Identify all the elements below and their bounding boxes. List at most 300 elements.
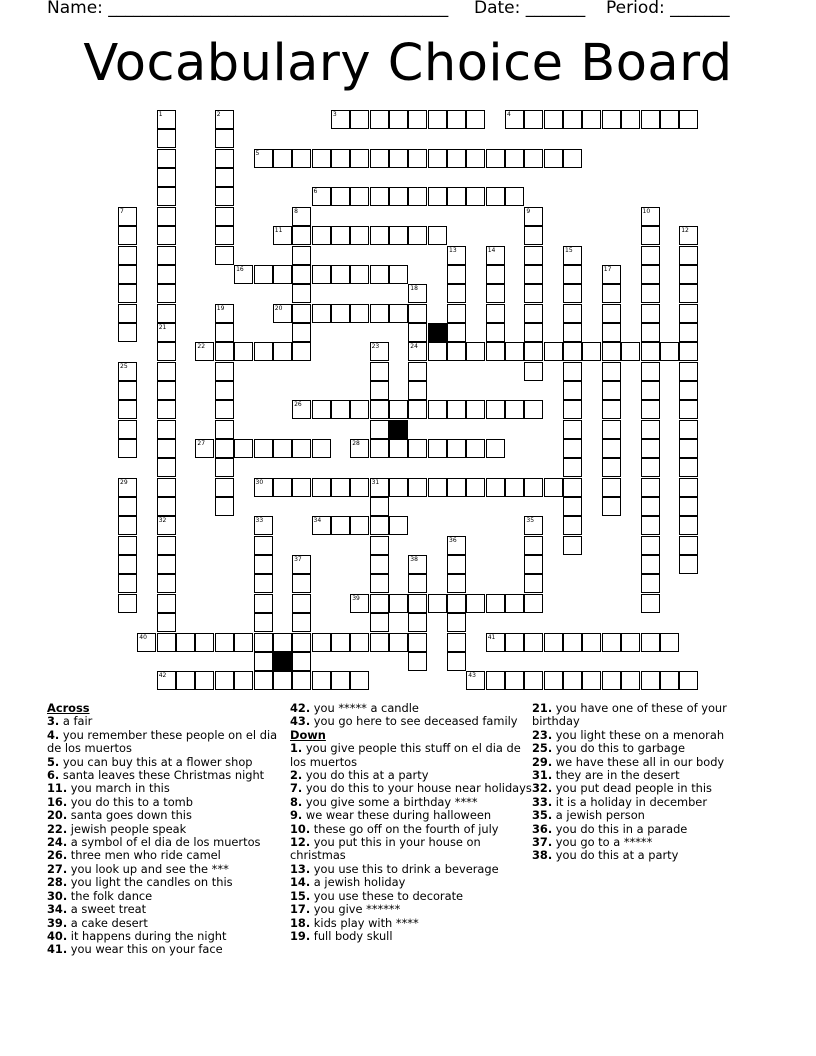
grid-cell[interactable] <box>157 226 176 245</box>
grid-cell[interactable] <box>641 323 660 342</box>
grid-cell[interactable] <box>486 265 505 284</box>
grid-cell[interactable] <box>428 149 447 168</box>
grid-cell[interactable] <box>602 362 621 381</box>
grid-cell[interactable] <box>641 555 660 574</box>
grid-cell[interactable] <box>118 381 137 400</box>
grid-cell[interactable] <box>350 671 369 690</box>
grid-cell[interactable] <box>563 110 582 129</box>
grid-cell[interactable] <box>602 265 621 284</box>
grid-cell[interactable] <box>215 342 234 361</box>
grid-cell[interactable] <box>157 381 176 400</box>
grid-cell[interactable] <box>679 478 698 497</box>
grid-cell[interactable] <box>215 362 234 381</box>
grid-cell[interactable] <box>254 671 273 690</box>
grid-cell[interactable] <box>447 594 466 613</box>
grid-cell[interactable] <box>370 342 389 361</box>
grid-cell[interactable] <box>292 149 311 168</box>
grid-cell[interactable] <box>350 110 369 129</box>
grid-cell[interactable] <box>370 110 389 129</box>
grid-cell[interactable] <box>447 478 466 497</box>
grid-cell[interactable] <box>273 671 292 690</box>
grid-cell[interactable] <box>292 671 311 690</box>
grid-cell[interactable] <box>273 439 292 458</box>
grid-cell[interactable] <box>447 342 466 361</box>
grid-cell[interactable] <box>447 149 466 168</box>
grid-cell[interactable] <box>350 187 369 206</box>
grid-cell[interactable] <box>408 594 427 613</box>
grid-cell[interactable] <box>176 633 195 652</box>
grid-cell[interactable] <box>582 110 601 129</box>
grid-cell[interactable] <box>370 381 389 400</box>
grid-cell[interactable] <box>524 633 543 652</box>
grid-cell[interactable] <box>524 323 543 342</box>
grid-cell[interactable] <box>118 362 137 381</box>
grid-cell[interactable] <box>563 400 582 419</box>
grid-cell[interactable] <box>641 633 660 652</box>
grid-cell[interactable] <box>312 265 331 284</box>
grid-cell[interactable] <box>370 362 389 381</box>
grid-cell[interactable] <box>447 555 466 574</box>
grid-cell[interactable] <box>563 633 582 652</box>
grid-cell[interactable] <box>118 497 137 516</box>
grid-cell[interactable] <box>679 381 698 400</box>
grid-cell[interactable] <box>447 246 466 265</box>
grid-cell[interactable] <box>370 613 389 632</box>
grid-cell[interactable] <box>486 594 505 613</box>
grid-cell[interactable] <box>505 671 524 690</box>
grid-cell[interactable] <box>408 362 427 381</box>
grid-cell[interactable] <box>350 400 369 419</box>
grid-cell[interactable] <box>563 342 582 361</box>
grid-cell[interactable] <box>389 400 408 419</box>
grid-cell[interactable] <box>602 671 621 690</box>
grid-cell[interactable] <box>350 226 369 245</box>
grid-cell[interactable] <box>641 671 660 690</box>
grid-cell[interactable] <box>641 574 660 593</box>
grid-cell[interactable] <box>195 633 214 652</box>
grid-cell[interactable] <box>370 633 389 652</box>
grid-cell[interactable] <box>254 536 273 555</box>
grid-cell[interactable] <box>563 381 582 400</box>
grid-cell[interactable] <box>331 226 350 245</box>
grid-cell[interactable] <box>466 594 485 613</box>
grid-cell[interactable] <box>350 304 369 323</box>
grid-cell[interactable] <box>641 207 660 226</box>
grid-cell[interactable] <box>447 323 466 342</box>
grid-cell[interactable] <box>660 342 679 361</box>
grid-cell[interactable] <box>563 458 582 477</box>
grid-cell[interactable] <box>195 439 214 458</box>
grid-cell[interactable] <box>273 304 292 323</box>
grid-cell[interactable] <box>408 652 427 671</box>
grid-cell[interactable] <box>370 594 389 613</box>
grid-cell[interactable] <box>563 439 582 458</box>
grid-cell[interactable] <box>350 633 369 652</box>
grid-cell[interactable] <box>679 323 698 342</box>
grid-cell[interactable] <box>602 420 621 439</box>
grid-cell[interactable] <box>331 478 350 497</box>
grid-cell[interactable] <box>350 439 369 458</box>
grid-cell[interactable] <box>118 207 137 226</box>
grid-cell[interactable] <box>408 478 427 497</box>
grid-cell[interactable] <box>157 362 176 381</box>
grid-cell[interactable] <box>544 478 563 497</box>
grid-cell[interactable] <box>370 187 389 206</box>
grid-cell[interactable] <box>641 594 660 613</box>
grid-cell[interactable] <box>679 226 698 245</box>
grid-cell[interactable] <box>524 226 543 245</box>
grid-cell[interactable] <box>447 304 466 323</box>
grid-cell[interactable] <box>524 400 543 419</box>
grid-cell[interactable] <box>292 594 311 613</box>
grid-cell[interactable] <box>234 439 253 458</box>
grid-cell[interactable] <box>447 652 466 671</box>
grid-cell[interactable] <box>312 633 331 652</box>
grid-cell[interactable] <box>641 420 660 439</box>
grid-cell[interactable] <box>370 265 389 284</box>
grid-cell[interactable] <box>563 671 582 690</box>
grid-cell[interactable] <box>157 323 176 342</box>
grid-cell[interactable] <box>428 400 447 419</box>
grid-cell[interactable] <box>118 246 137 265</box>
grid-cell[interactable] <box>254 342 273 361</box>
grid-cell[interactable] <box>157 458 176 477</box>
grid-cell[interactable] <box>428 594 447 613</box>
grid-cell[interactable] <box>215 420 234 439</box>
grid-cell[interactable] <box>157 187 176 206</box>
grid-cell[interactable] <box>447 110 466 129</box>
grid-cell[interactable] <box>254 478 273 497</box>
grid-cell[interactable] <box>408 323 427 342</box>
grid-cell[interactable] <box>641 265 660 284</box>
grid-cell[interactable] <box>118 304 137 323</box>
grid-cell[interactable] <box>254 613 273 632</box>
grid-cell[interactable] <box>215 497 234 516</box>
grid-cell[interactable] <box>389 149 408 168</box>
grid-cell[interactable] <box>312 187 331 206</box>
grid-cell[interactable] <box>679 246 698 265</box>
grid-cell[interactable] <box>544 149 563 168</box>
grid-cell[interactable] <box>331 400 350 419</box>
grid-cell[interactable] <box>602 400 621 419</box>
grid-cell[interactable] <box>641 497 660 516</box>
grid-cell[interactable] <box>679 439 698 458</box>
grid-cell[interactable] <box>486 304 505 323</box>
grid-cell[interactable] <box>234 671 253 690</box>
grid-cell[interactable] <box>118 439 137 458</box>
grid-cell[interactable] <box>524 478 543 497</box>
grid-cell[interactable] <box>157 129 176 148</box>
grid-cell[interactable] <box>157 574 176 593</box>
grid-cell[interactable] <box>254 633 273 652</box>
grid-cell[interactable] <box>292 652 311 671</box>
grid-cell[interactable] <box>641 342 660 361</box>
grid-cell[interactable] <box>524 536 543 555</box>
grid-cell[interactable] <box>602 381 621 400</box>
grid-cell[interactable] <box>215 323 234 342</box>
grid-cell[interactable] <box>466 149 485 168</box>
grid-cell[interactable] <box>254 149 273 168</box>
grid-cell[interactable] <box>408 439 427 458</box>
grid-cell[interactable] <box>312 149 331 168</box>
grid-cell[interactable] <box>621 671 640 690</box>
grid-cell[interactable] <box>157 400 176 419</box>
grid-cell[interactable] <box>370 400 389 419</box>
grid-cell[interactable] <box>505 478 524 497</box>
grid-cell[interactable] <box>486 342 505 361</box>
grid-cell[interactable] <box>544 671 563 690</box>
grid-cell[interactable] <box>486 439 505 458</box>
grid-cell[interactable] <box>447 187 466 206</box>
grid-cell[interactable] <box>234 342 253 361</box>
grid-cell[interactable] <box>273 342 292 361</box>
grid-cell[interactable] <box>292 633 311 652</box>
grid-cell[interactable] <box>563 323 582 342</box>
grid-cell[interactable] <box>466 342 485 361</box>
grid-cell[interactable] <box>118 323 137 342</box>
grid-cell[interactable] <box>602 478 621 497</box>
grid-cell[interactable] <box>234 265 253 284</box>
grid-cell[interactable] <box>118 226 137 245</box>
grid-cell[interactable] <box>524 246 543 265</box>
grid-cell[interactable] <box>331 187 350 206</box>
grid-cell[interactable] <box>292 284 311 303</box>
grid-cell[interactable] <box>389 516 408 535</box>
grid-cell[interactable] <box>292 226 311 245</box>
grid-cell[interactable] <box>331 265 350 284</box>
grid-cell[interactable] <box>215 246 234 265</box>
grid-cell[interactable] <box>292 265 311 284</box>
grid-cell[interactable] <box>679 555 698 574</box>
grid-cell[interactable] <box>215 187 234 206</box>
grid-cell[interactable] <box>524 284 543 303</box>
grid-cell[interactable] <box>641 246 660 265</box>
grid-cell[interactable] <box>273 633 292 652</box>
grid-cell[interactable] <box>486 633 505 652</box>
grid-cell[interactable] <box>582 342 601 361</box>
grid-cell[interactable] <box>563 284 582 303</box>
grid-cell[interactable] <box>428 439 447 458</box>
grid-cell[interactable] <box>428 342 447 361</box>
grid-cell[interactable] <box>157 246 176 265</box>
grid-cell[interactable] <box>660 671 679 690</box>
grid-cell[interactable] <box>370 226 389 245</box>
grid-cell[interactable] <box>679 342 698 361</box>
grid-cell[interactable] <box>641 381 660 400</box>
grid-cell[interactable] <box>292 342 311 361</box>
grid-cell[interactable] <box>641 362 660 381</box>
grid-cell[interactable] <box>292 323 311 342</box>
grid-cell[interactable] <box>563 478 582 497</box>
grid-cell[interactable] <box>524 304 543 323</box>
grid-cell[interactable] <box>157 284 176 303</box>
grid-cell[interactable] <box>273 478 292 497</box>
grid-cell[interactable] <box>524 265 543 284</box>
grid-cell[interactable] <box>389 110 408 129</box>
grid-cell[interactable] <box>544 342 563 361</box>
grid-cell[interactable] <box>641 439 660 458</box>
grid-cell[interactable] <box>679 458 698 477</box>
grid-cell[interactable] <box>447 400 466 419</box>
grid-cell[interactable] <box>350 516 369 535</box>
grid-cell[interactable] <box>292 246 311 265</box>
grid-cell[interactable] <box>408 187 427 206</box>
grid-cell[interactable] <box>486 323 505 342</box>
grid-cell[interactable] <box>466 671 485 690</box>
grid-cell[interactable] <box>447 536 466 555</box>
grid-cell[interactable] <box>292 207 311 226</box>
grid-cell[interactable] <box>602 633 621 652</box>
grid-cell[interactable] <box>195 342 214 361</box>
grid-cell[interactable] <box>215 168 234 187</box>
grid-cell[interactable] <box>370 149 389 168</box>
grid-cell[interactable] <box>292 439 311 458</box>
grid-cell[interactable] <box>273 149 292 168</box>
grid-cell[interactable] <box>505 342 524 361</box>
grid-cell[interactable] <box>118 574 137 593</box>
grid-cell[interactable] <box>563 497 582 516</box>
grid-cell[interactable] <box>370 536 389 555</box>
grid-cell[interactable] <box>544 633 563 652</box>
grid-cell[interactable] <box>466 439 485 458</box>
grid-cell[interactable] <box>447 613 466 632</box>
grid-cell[interactable] <box>157 265 176 284</box>
grid-cell[interactable] <box>215 458 234 477</box>
grid-cell[interactable] <box>505 400 524 419</box>
grid-cell[interactable] <box>273 265 292 284</box>
grid-cell[interactable] <box>254 594 273 613</box>
grid-cell[interactable] <box>428 226 447 245</box>
grid-cell[interactable] <box>428 187 447 206</box>
grid-cell[interactable] <box>486 246 505 265</box>
grid-cell[interactable] <box>408 381 427 400</box>
grid-cell[interactable] <box>215 304 234 323</box>
grid-cell[interactable] <box>408 304 427 323</box>
grid-cell[interactable] <box>602 439 621 458</box>
grid-cell[interactable] <box>292 304 311 323</box>
grid-cell[interactable] <box>350 594 369 613</box>
grid-cell[interactable] <box>254 652 273 671</box>
grid-cell[interactable] <box>563 362 582 381</box>
grid-cell[interactable] <box>679 671 698 690</box>
grid-cell[interactable] <box>563 149 582 168</box>
grid-cell[interactable] <box>679 536 698 555</box>
grid-cell[interactable] <box>679 110 698 129</box>
grid-cell[interactable] <box>389 304 408 323</box>
grid-cell[interactable] <box>312 516 331 535</box>
grid-cell[interactable] <box>505 633 524 652</box>
grid-cell[interactable] <box>215 478 234 497</box>
grid-cell[interactable] <box>641 400 660 419</box>
grid-cell[interactable] <box>466 400 485 419</box>
grid-cell[interactable] <box>215 400 234 419</box>
grid-cell[interactable] <box>118 284 137 303</box>
grid-cell[interactable] <box>254 439 273 458</box>
grid-cell[interactable] <box>157 671 176 690</box>
grid-cell[interactable] <box>370 516 389 535</box>
grid-cell[interactable] <box>254 555 273 574</box>
grid-cell[interactable] <box>641 110 660 129</box>
grid-cell[interactable] <box>505 594 524 613</box>
grid-cell[interactable] <box>389 226 408 245</box>
grid-cell[interactable] <box>157 149 176 168</box>
grid-cell[interactable] <box>157 110 176 129</box>
grid-cell[interactable] <box>389 439 408 458</box>
grid-cell[interactable] <box>312 478 331 497</box>
grid-cell[interactable] <box>408 110 427 129</box>
grid-cell[interactable] <box>563 516 582 535</box>
grid-cell[interactable] <box>621 110 640 129</box>
grid-cell[interactable] <box>602 323 621 342</box>
grid-cell[interactable] <box>524 207 543 226</box>
grid-cell[interactable] <box>370 497 389 516</box>
grid-cell[interactable] <box>544 110 563 129</box>
grid-cell[interactable] <box>370 478 389 497</box>
grid-cell[interactable] <box>679 304 698 323</box>
grid-cell[interactable] <box>408 284 427 303</box>
grid-cell[interactable] <box>331 110 350 129</box>
grid-cell[interactable] <box>602 110 621 129</box>
grid-cell[interactable] <box>292 613 311 632</box>
grid-cell[interactable] <box>215 110 234 129</box>
grid-cell[interactable] <box>447 265 466 284</box>
grid-cell[interactable] <box>524 516 543 535</box>
grid-cell[interactable] <box>215 633 234 652</box>
grid-cell[interactable] <box>621 342 640 361</box>
grid-cell[interactable] <box>157 342 176 361</box>
grid-cell[interactable] <box>679 516 698 535</box>
grid-cell[interactable] <box>157 594 176 613</box>
grid-cell[interactable] <box>679 400 698 419</box>
grid-cell[interactable] <box>312 671 331 690</box>
grid-cell[interactable] <box>118 536 137 555</box>
grid-cell[interactable] <box>524 110 543 129</box>
grid-cell[interactable] <box>602 342 621 361</box>
grid-cell[interactable] <box>176 671 195 690</box>
grid-cell[interactable] <box>641 516 660 535</box>
grid-cell[interactable] <box>370 304 389 323</box>
grid-cell[interactable] <box>486 149 505 168</box>
grid-cell[interactable] <box>273 226 292 245</box>
grid-cell[interactable] <box>679 362 698 381</box>
grid-cell[interactable] <box>157 613 176 632</box>
grid-cell[interactable] <box>466 110 485 129</box>
grid-cell[interactable] <box>157 168 176 187</box>
grid-cell[interactable] <box>389 633 408 652</box>
grid-cell[interactable] <box>524 671 543 690</box>
grid-cell[interactable] <box>215 381 234 400</box>
grid-cell[interactable] <box>602 284 621 303</box>
grid-cell[interactable] <box>524 574 543 593</box>
grid-cell[interactable] <box>621 633 640 652</box>
grid-cell[interactable] <box>350 478 369 497</box>
grid-cell[interactable] <box>447 284 466 303</box>
grid-cell[interactable] <box>195 671 214 690</box>
grid-cell[interactable] <box>370 420 389 439</box>
grid-cell[interactable] <box>118 265 137 284</box>
grid-cell[interactable] <box>679 497 698 516</box>
grid-cell[interactable] <box>563 265 582 284</box>
grid-cell[interactable] <box>312 304 331 323</box>
grid-cell[interactable] <box>486 284 505 303</box>
grid-cell[interactable] <box>466 478 485 497</box>
grid-cell[interactable] <box>370 555 389 574</box>
grid-cell[interactable] <box>660 110 679 129</box>
grid-cell[interactable] <box>563 246 582 265</box>
grid-cell[interactable] <box>408 226 427 245</box>
grid-cell[interactable] <box>389 265 408 284</box>
grid-cell[interactable] <box>215 129 234 148</box>
